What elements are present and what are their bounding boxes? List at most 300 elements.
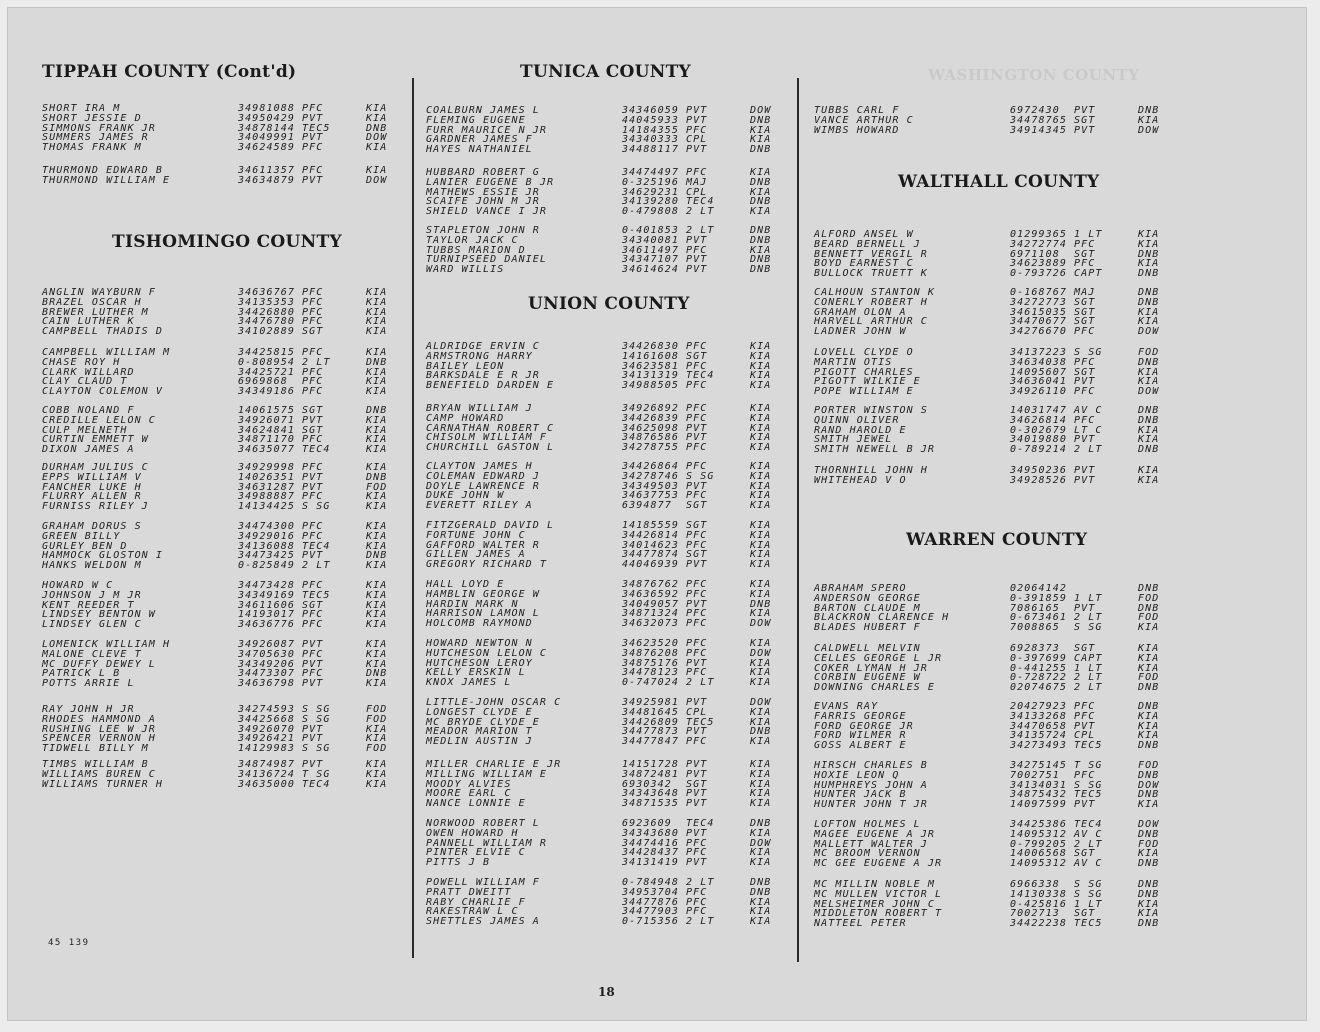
soldier-name: SPENCER VERNON H [42, 733, 156, 745]
soldier-name: DUKE JOHN W [426, 490, 505, 502]
serial-number: 34473425 [238, 550, 295, 562]
rank: PFC [686, 360, 708, 372]
casualty-status: DNB [1138, 879, 1160, 890]
serial-number: 34014623 [622, 539, 679, 551]
casualty-status: KIA [366, 414, 388, 426]
serial-number: 34135724 [1010, 730, 1067, 742]
serial-number: 34634038 [1010, 356, 1067, 368]
serial-number: 34278755 [622, 442, 679, 454]
soldier-name: PITTS J B [426, 857, 491, 869]
rank: TEC4 [1074, 819, 1103, 830]
soldier-name: CLAYTON COLEMON V [42, 386, 164, 398]
rank: PFC [686, 886, 708, 898]
casualty-status: KIA [750, 778, 772, 790]
soldier-name: CHISOLM WILLIAM F [426, 432, 548, 444]
serial-number: 0-784948 [622, 877, 679, 888]
soldier-name: PIGOTT CHARLES [814, 366, 914, 378]
rank: PVT [686, 559, 708, 571]
casualty-status: KIA [750, 896, 772, 908]
rank: 2 LT [1074, 682, 1103, 694]
rank: TEC4 [686, 818, 715, 829]
roster-entry [426, 917, 786, 927]
soldier-name: MAGEE EUGENE A JR [814, 828, 936, 840]
casualty-status: DOW [750, 105, 772, 116]
serial-number: 34474497 [622, 167, 679, 178]
serial-number: 34136724 [238, 768, 295, 780]
serial-number: 14130338 [1010, 888, 1067, 900]
entry-group [426, 226, 786, 275]
casualty-status: KIA [750, 124, 772, 136]
entry-group [426, 639, 786, 688]
casualty-status: KIA [366, 733, 388, 745]
casualty-status: KIA [366, 759, 388, 770]
rank: SGT [302, 424, 324, 436]
rank: PVT [302, 658, 324, 670]
soldier-name: FLURRY ALLEN R [42, 491, 142, 503]
soldier-name: LOVELL CLYDE O [814, 347, 914, 358]
casualty-status: DOW [750, 837, 772, 849]
casualty-status: KIA [750, 244, 772, 256]
serial-number: 34611357 [238, 165, 295, 176]
serial-number: 34874987 [238, 759, 295, 770]
serial-number: 34478765 [1010, 114, 1067, 126]
rank: S SG [686, 470, 715, 482]
roster-entry [42, 176, 402, 186]
soldier-name: BENNETT VERGIL R [814, 248, 928, 260]
rank: SGT [686, 549, 708, 561]
casualty-status: KIA [1138, 424, 1160, 436]
rank: PVT [302, 112, 324, 124]
rank: PVT [686, 598, 708, 610]
casualty-status: KIA [366, 444, 388, 456]
roster-entry [426, 501, 786, 511]
rank: SGT [1074, 908, 1096, 920]
serial-number: 34926087 [238, 639, 295, 650]
casualty-status: KIA [366, 530, 388, 542]
rank: PFC [1074, 710, 1096, 722]
serial-number: 34478123 [622, 667, 679, 679]
rank: 2 LT [1074, 444, 1103, 456]
rank: TEC5 [302, 122, 331, 134]
serial-number: 0-302679 [1010, 424, 1067, 436]
casualty-status: DNB [1138, 701, 1160, 712]
rank: PVT [1074, 434, 1096, 446]
rank: PFC [302, 142, 324, 154]
soldier-name: GARDNER JAMES F [426, 134, 533, 146]
serial-number: 34474300 [238, 521, 295, 532]
soldier-name: HAMBLIN GEORGE W [426, 588, 540, 600]
entry-group [426, 404, 786, 453]
county-title: WALTHALL COUNTY [898, 172, 1100, 192]
serial-number: 34349206 [238, 658, 295, 670]
soldier-name: HOWARD W C [42, 580, 114, 591]
serial-number: 34929998 [238, 462, 295, 473]
soldier-name: HARRISON LAMON L [426, 608, 540, 620]
serial-number: 34346059 [622, 105, 679, 116]
casualty-status: KIA [750, 716, 772, 728]
soldier-name: WILLIAMS BUREN C [42, 768, 156, 780]
entry-group [42, 348, 402, 397]
county-title: TISHOMINGO COUNTY [112, 232, 342, 252]
casualty-status: FOD [1138, 672, 1160, 684]
soldier-name: CLAY CLAUD T [42, 376, 128, 388]
casualty-status: KIA [750, 608, 772, 620]
soldier-name: PRATT DWEITT [426, 886, 512, 898]
soldier-name: RUSHING LEE W JR [42, 723, 156, 735]
soldier-name: MC BRYDE CLYDE E [426, 716, 540, 728]
roster-entry [42, 679, 402, 689]
serial-number: 34349169 [238, 589, 295, 601]
soldier-name: GRAHAM DORUS S [42, 521, 142, 532]
serial-number: 34926071 [238, 414, 295, 426]
serial-number: 14095312 [1010, 828, 1067, 840]
soldier-name: WIMBS HOWARD [814, 124, 900, 136]
roster-entry [426, 858, 786, 868]
rank: LT C [1074, 424, 1103, 436]
roster-entry [814, 623, 1174, 633]
soldier-name: STAPLETON JOHN R [426, 225, 540, 236]
casualty-status: DNB [750, 886, 772, 898]
casualty-status: DNB [1138, 287, 1160, 298]
serial-number: 34131319 [622, 370, 679, 382]
rank: PVT [686, 432, 708, 444]
rank: PFC [686, 647, 708, 659]
soldier-name: MC DUFFY DEWEY L [42, 658, 156, 670]
entry-group [814, 702, 1174, 751]
casualty-status: FOD [366, 481, 388, 493]
casualty-status: KIA [366, 540, 388, 552]
casualty-status: KIA [750, 470, 772, 482]
soldier-name: RAKESTRAW L C [426, 906, 519, 918]
rank: PFC [1074, 701, 1096, 712]
soldier-name: SHETTLES JAMES A [426, 916, 540, 928]
casualty-status: KIA [1138, 720, 1160, 732]
casualty-status: DNB [750, 144, 772, 156]
county-title: TUNICA COUNTY [520, 62, 691, 82]
serial-number: 34481645 [622, 706, 679, 718]
serial-number: 34470658 [1010, 720, 1067, 732]
casualty-status: KIA [750, 736, 772, 748]
rank: PFC [302, 306, 324, 318]
soldier-name: FURR MAURICE N JR [426, 124, 548, 136]
casualty-status: KIA [366, 424, 388, 436]
casualty-status: DOW [1138, 124, 1160, 136]
roster-entry [426, 207, 786, 217]
rank: SGT [1074, 296, 1096, 308]
rank: PVT [686, 788, 708, 800]
soldier-name: HUBBARD ROBERT G [426, 167, 540, 178]
casualty-status: KIA [366, 386, 388, 398]
casualty-status: KIA [750, 827, 772, 839]
soldier-name: HARVELL ARTHUR C [814, 316, 928, 328]
serial-number: 34981088 [238, 103, 295, 114]
casualty-status: KIA [1138, 710, 1160, 722]
soldier-name: MIDDLETON ROBERT T [814, 908, 943, 920]
rank: 1 LT [1074, 662, 1103, 674]
serial-number: 34875432 [1010, 789, 1067, 801]
casualty-status: KIA [750, 167, 772, 178]
rank: PFC [1074, 414, 1096, 426]
roster-entry [814, 269, 1174, 279]
rank: PVT [686, 857, 708, 869]
soldier-name: CREDILLE LELON C [42, 414, 156, 426]
casualty-status: KIA [750, 461, 772, 472]
serial-number: 34925981 [622, 697, 679, 708]
rank: PFC [686, 837, 708, 849]
rank: PVT [686, 697, 708, 708]
casualty-status: FOD [1138, 760, 1160, 771]
rank: PVT [302, 471, 324, 483]
column-divider-left [412, 78, 414, 958]
casualty-status: KIA [366, 306, 388, 318]
serial-number: 7002751 [1010, 769, 1060, 781]
casualty-status: DNB [1138, 682, 1160, 694]
casualty-status: KIA [1138, 434, 1160, 446]
rank: SGT [686, 520, 708, 531]
soldier-name: HANKS WELDON M [42, 560, 142, 572]
roster-entry [426, 560, 786, 570]
serial-number: 34488117 [622, 144, 679, 156]
soldier-name: OWEN HOWARD H [426, 827, 519, 839]
casualty-status: KIA [750, 520, 772, 531]
casualty-status: KIA [366, 326, 388, 338]
rank: PVT [686, 105, 708, 116]
rank: PVT [302, 723, 324, 735]
rank: 2 LT [686, 206, 715, 218]
entry-group [42, 288, 402, 337]
soldier-name: HUMPHREYS JOHN A [814, 779, 928, 791]
serial-number: 01299365 [1010, 229, 1067, 240]
casualty-status: FOD [1138, 592, 1160, 604]
rank: 1 LT [1074, 592, 1103, 604]
rank: PVT [302, 759, 324, 770]
serial-number: 34272773 [1010, 296, 1067, 308]
rank: PFC [1074, 258, 1096, 270]
rank: SGT [302, 326, 324, 338]
serial-number: 34274593 [238, 704, 295, 715]
rank: SGT [1074, 643, 1096, 654]
roster-entry [814, 327, 1174, 337]
casualty-status: FOD [1138, 838, 1160, 850]
soldier-name: MARTIN OTIS [814, 356, 893, 368]
casualty-status: KIA [1138, 238, 1160, 250]
entry-group [814, 348, 1174, 397]
rank: PVT [686, 798, 708, 810]
soldier-name: LOMENICK WILLIAM H [42, 639, 171, 650]
roster-entry [42, 327, 402, 337]
casualty-status: FOD [366, 743, 388, 755]
serial-number: 34278746 [622, 470, 679, 482]
serial-number: 34878144 [238, 122, 295, 134]
serial-number: 34425721 [238, 366, 295, 378]
soldier-name: CURTIN EMMETT W [42, 434, 149, 446]
serial-number: 34705630 [238, 648, 295, 660]
soldier-name: EVANS RAY [814, 701, 879, 712]
soldier-name: SCAIFE JOHN M JR [426, 196, 540, 208]
serial-number: 34137223 [1010, 347, 1067, 358]
serial-number: 6966338 [1010, 879, 1060, 890]
soldier-name: DIXON JAMES A [42, 444, 135, 456]
serial-number: 34049057 [622, 598, 679, 610]
rank: PFC [302, 296, 324, 308]
entry-group [426, 462, 786, 511]
rank: SGT [1074, 848, 1096, 860]
soldier-name: HOXIE LEON Q [814, 769, 900, 781]
rank: PVT [302, 550, 324, 562]
casualty-status: KIA [750, 559, 772, 571]
roster-entry [814, 859, 1174, 869]
casualty-status: DNB [750, 598, 772, 610]
serial-number: 14129983 [238, 743, 295, 755]
casualty-status: KIA [366, 112, 388, 124]
rank: 2 LT [686, 225, 715, 236]
rank: PFC [1074, 326, 1096, 338]
soldier-name: HUTCHESON LELON C [426, 647, 548, 659]
casualty-status: KIA [1138, 662, 1160, 674]
entry-group [814, 230, 1174, 279]
soldier-name: WILLIAMS TURNER H [42, 778, 164, 790]
serial-number: 34425815 [238, 347, 295, 358]
soldier-name: SHORT IRA M [42, 103, 121, 114]
rank: PVT [1074, 602, 1096, 614]
rank: PFC [686, 244, 708, 256]
serial-number: 14095312 [1010, 858, 1067, 870]
casualty-status: DOW [750, 647, 772, 659]
soldier-name: LONGEST CLYDE E [426, 706, 533, 718]
soldier-name: NANCE LONNIE E [426, 798, 526, 810]
serial-number: 6969868 [238, 376, 288, 388]
serial-number: 14193017 [238, 609, 295, 621]
rank: PFC [686, 736, 708, 748]
soldier-name: CORBIN EUGENE W [814, 672, 921, 684]
casualty-status: KIA [366, 648, 388, 660]
casualty-status: FOD [1138, 347, 1160, 358]
rank: PFC [302, 287, 324, 298]
soldier-name: KELLY ERSKIN L [426, 667, 526, 679]
casualty-status: DNB [366, 356, 388, 368]
casualty-status: DNB [1138, 918, 1160, 930]
soldier-name: SHIELD VANCE I JR [426, 206, 548, 218]
serial-number: 34422238 [1010, 918, 1067, 930]
entry-group [426, 760, 786, 809]
casualty-status: DNB [750, 234, 772, 246]
entry-group [42, 406, 402, 455]
soldier-name: FORD WILMER R [814, 730, 907, 742]
casualty-status: KIA [1138, 258, 1160, 270]
casualty-status: DNB [750, 254, 772, 266]
rank: SGT [1074, 306, 1096, 318]
casualty-status: KIA [366, 142, 388, 154]
soldier-name: BREWER LUTHER M [42, 306, 149, 318]
serial-number: 02064142 [1010, 583, 1067, 594]
serial-number: 34477873 [622, 726, 679, 738]
rank: PVT [1074, 474, 1096, 486]
casualty-status: FOD [1138, 612, 1160, 624]
entry-group [42, 705, 402, 754]
roster-entry [42, 143, 402, 153]
serial-number: 34871535 [622, 798, 679, 810]
serial-number: 34636592 [622, 588, 679, 600]
serial-number: 34477876 [622, 896, 679, 908]
rank: S SG [302, 704, 331, 715]
roster-entry [426, 145, 786, 155]
soldier-name: GOSS ALBERT E [814, 740, 907, 752]
entry-group [426, 106, 786, 155]
casualty-status: KIA [750, 667, 772, 679]
serial-number: 20427923 [1010, 701, 1067, 712]
casualty-status: KIA [1138, 799, 1160, 811]
casualty-status: KIA [1138, 652, 1160, 664]
casualty-status: KIA [366, 619, 388, 631]
casualty-status: KIA [750, 857, 772, 869]
soldier-name: NORWOOD ROBERT L [426, 818, 540, 829]
entry-group [814, 466, 1174, 486]
rank: PVT [686, 264, 708, 276]
soldier-name: GAFFORD WALTER R [426, 539, 540, 551]
casualty-status: DNB [1138, 740, 1160, 752]
soldier-name: ANDERSON GEORGE [814, 592, 921, 604]
soldier-name: CLARK WILLARD [42, 366, 135, 378]
rank: PFC [302, 580, 324, 591]
casualty-status: DOW [750, 618, 772, 630]
casualty-status: KIA [750, 412, 772, 424]
casualty-status: KIA [366, 434, 388, 446]
serial-number: 34615035 [1010, 306, 1067, 318]
soldier-name: BLACKRON CLARENCE H [814, 612, 950, 624]
serial-number: 6928373 [1010, 643, 1060, 654]
soldier-name: NATTEEL PETER [814, 918, 907, 930]
roster-entry [426, 265, 786, 275]
serial-number: 34473428 [238, 580, 295, 591]
serial-number: 34988887 [238, 491, 295, 503]
rank: CPL [686, 186, 708, 198]
serial-number: 34876208 [622, 647, 679, 659]
soldier-name: CLAYTON JAMES H [426, 461, 533, 472]
casualty-status: KIA [1138, 376, 1160, 388]
rank: S SG [1074, 879, 1103, 890]
soldier-name: ABRAHAM SPERO [814, 583, 907, 594]
casualty-status: KIA [750, 579, 772, 590]
casualty-status: KIA [750, 403, 772, 414]
serial-number: 34929016 [238, 530, 295, 542]
rank: PVT [302, 639, 324, 650]
rank: T SG [302, 768, 331, 780]
serial-number: 0-391859 [1010, 592, 1067, 604]
soldier-name: BARKSDALE E R JR [426, 370, 540, 382]
soldier-name: RHODES HAMMOND A [42, 713, 156, 725]
casualty-status: KIA [366, 376, 388, 388]
soldier-name: THURMOND EDWARD B [42, 165, 164, 176]
serial-number: 6394877 [622, 500, 672, 512]
casualty-status: KIA [750, 529, 772, 541]
soldier-name: LOFTON HOLMES L [814, 819, 921, 830]
casualty-status: DOW [1138, 779, 1160, 791]
casualty-status: KIA [366, 560, 388, 572]
serial-number: 34349503 [622, 480, 679, 492]
soldier-name: FORTUNE JOHN C [426, 529, 526, 541]
soldier-name: ALDRIDGE ERVIN C [426, 341, 540, 352]
casualty-status: KIA [750, 490, 772, 502]
serial-number: 34623581 [622, 360, 679, 372]
soldier-name: BLADES HUBERT F [814, 622, 921, 634]
rank: 2 LT [302, 560, 331, 572]
rank: PFC [302, 366, 324, 378]
rank: PFC [1074, 238, 1096, 250]
soldier-name: TUBBS CARL F [814, 105, 900, 116]
rank: 2 LT [1074, 838, 1103, 850]
casualty-status: KIA [366, 462, 388, 473]
serial-number: 34426809 [622, 716, 679, 728]
